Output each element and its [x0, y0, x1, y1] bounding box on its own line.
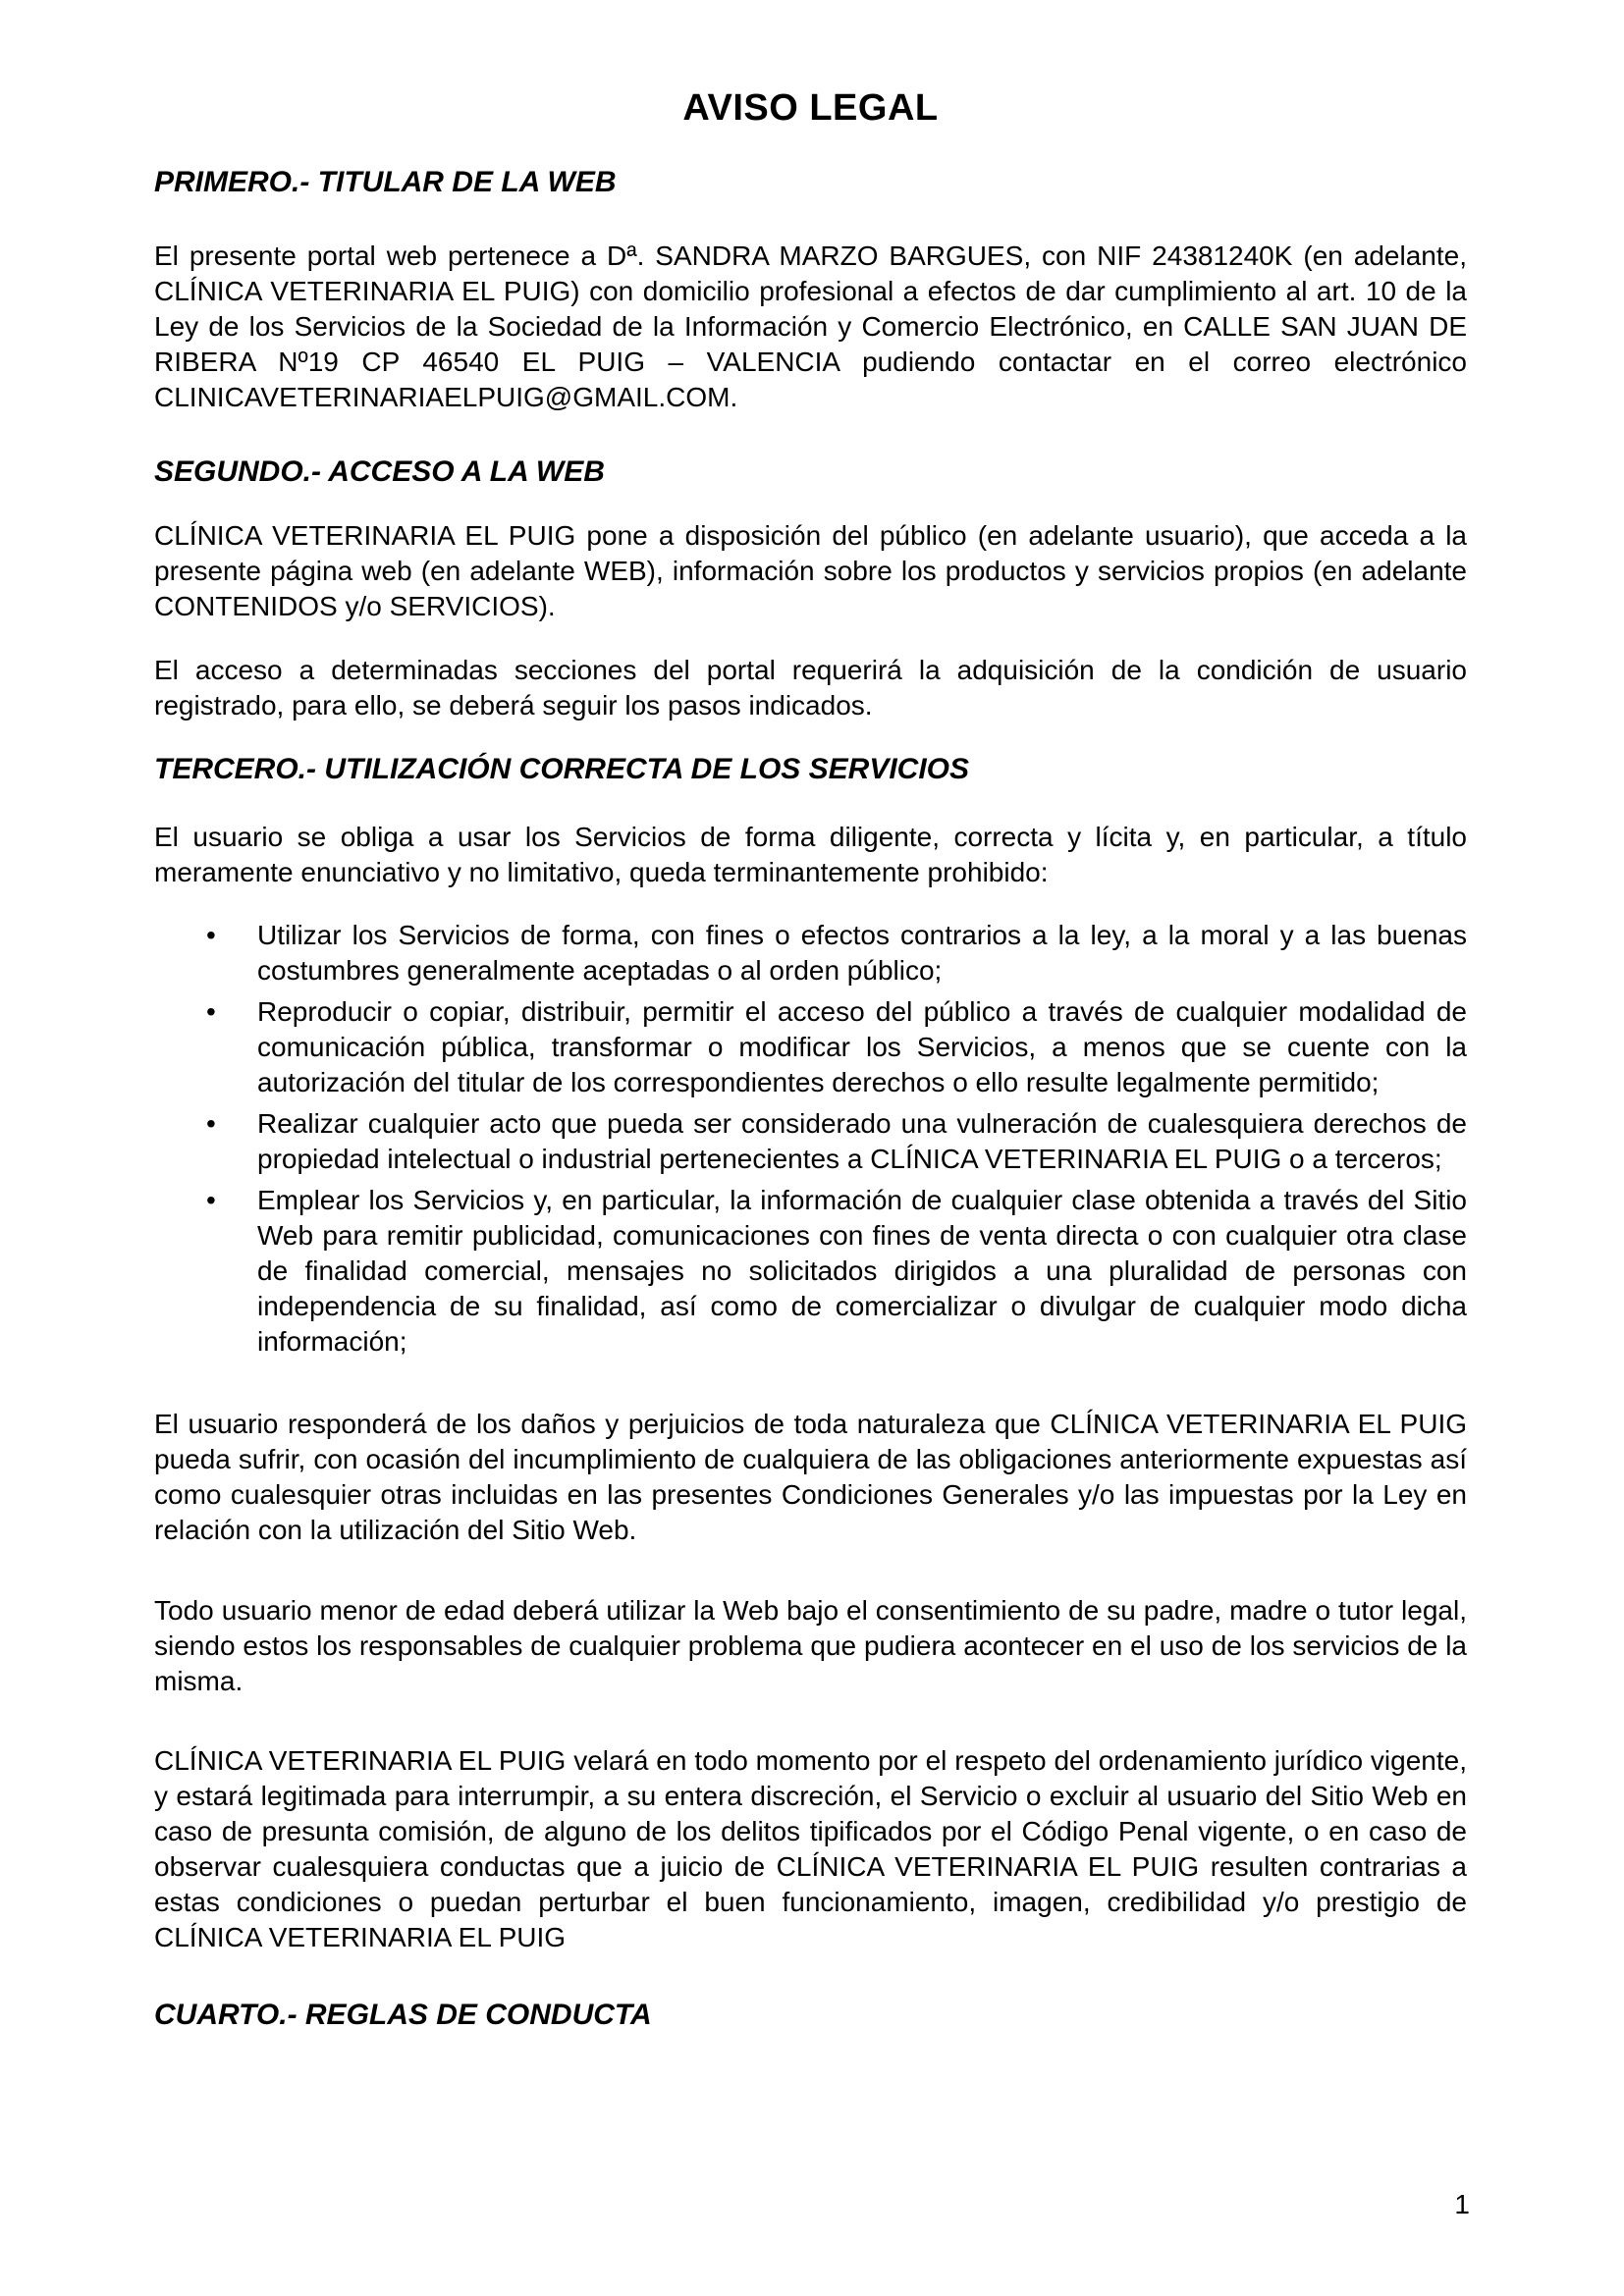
bullet-icon: • — [206, 920, 216, 950]
list-item — [206, 1106, 1467, 1177]
paragraph-acceso-1: CLÍNICA VETERINARIA EL PUIG pone a disposición del público (en adelante usuario), que acceda a la presente página web (en adelante WEB), información sobre los productos y servicios propios (en adelante CONTENIDOS y/o SERVICIOS). — [154, 520, 1467, 621]
paragraph-responsabilidad: El usuario responderá de los daños y perjuicios de toda naturaleza que CLÍNICA VETERINARIA EL PUIG pueda sufrir, con ocasión del incumplimiento de cualquiera de las obligaciones anteriormente expuestas así como cualesquier otras incluidas en las presentes Condiciones Generales y/o las impuestas por la Ley en relación con la utilización del Sitio Web. — [154, 1409, 1467, 1545]
bullet-text: Realizar cualquier acto que pueda ser considerado una vulneración de cualesquiera derechos de propiedad intelectual o industrial pertenecientes a CLÍNICA VETERINARIA EL PUIG o a terceros; — [257, 1108, 1467, 1174]
bullet-text: Emplear los Servicios y, en particular, la información de cualquier clase obtenida a través del Sitio Web para remitir publicidad, comunicaciones con fines de venta directa o con cualquier otra clase de finalidad comercial, mensajes no solicitados dirigidos a una pluralidad de personas con independencia de su finalidad, así como de comercializar o divulgar de cualquier modo dicha información; — [257, 1185, 1467, 1357]
bullet-icon: • — [206, 1108, 216, 1139]
paragraph-menores: Todo usuario menor de edad deberá utilizar la Web bajo el consentimiento de su padre, madre o tutor legal, siendo estos los responsables de cualquier problema que pudiera acontecer en el uso de los servicios de la misma. — [154, 1595, 1467, 1696]
section-heading-segundo: SEGUNDO.- ACCESO A LA WEB — [154, 455, 605, 488]
prohibitions-bullet-list — [154, 918, 1467, 1360]
bullet-icon: • — [206, 1185, 216, 1215]
section-heading-cuarto: CUARTO.- REGLAS DE CONDUCTA — [154, 1999, 652, 2031]
list-item — [206, 1183, 1467, 1360]
list-item — [206, 918, 1467, 988]
page-title: AVISO LEGAL — [682, 87, 939, 129]
list-item — [206, 994, 1467, 1100]
bullet-text: Utilizar los Servicios de forma, con fines o efectos contrarios a la ley, a la moral y a las buenas costumbres generalmente aceptadas o al orden público; — [257, 920, 1467, 986]
paragraph-utilizacion-intro: El usuario se obliga a usar los Servicios de forma diligente, correcta y lícita y, en particular, a título meramente enunciativo y no limitativo, queda terminantemente prohibido: — [154, 822, 1467, 887]
paragraph-acceso-2: El acceso a determinadas secciones del portal requerirá la adquisición de la condición de usuario registrado, para ello, se deberá seguir los pasos indicados. — [154, 655, 1467, 721]
section-heading-primero: PRIMERO.- TITULAR DE LA WEB — [154, 166, 617, 198]
section-heading-tercero: TERCERO.- UTILIZACIÓN CORRECTA DE LOS SERVICIOS — [154, 753, 970, 785]
bullet-text: Reproducir o copiar, distribuir, permitir el acceso del público a través de cualquier modalidad de comunicación pública, transformar o modificar los Servicios, a menos que se cuente con la autorización del titular de los correspondientes derechos o ello resulte legalmente permitido; — [257, 996, 1467, 1097]
paragraph-ordenamiento: CLÍNICA VETERINARIA EL PUIG velará en todo momento por el respeto del ordenamiento jurídico vigente, y estará legitimada para interrumpir, a su entera discreción, el Servicio o excluir al usuario del Sitio Web en caso de presunta comisión, de alguno de los delitos tipificados por el Código Penal vigente, o en caso de observar cualesquiera conductas que a juicio de CLÍNICA VETERINARIA EL PUIG resulten contrarias a estas condiciones o puedan perturbar el buen funcionamiento, imagen, credibilidad y/o prestigio de CLÍNICA VETERINARIA EL PUIG — [154, 1745, 1467, 1952]
paragraph-titular: El presente portal web pertenece a Dª. SANDRA MARZO BARGUES, con NIF 24381240K (en adelante, CLÍNICA VETERINARIA EL PUIG) con domicilio profesional a efectos de dar cumplimiento al art. 10 de la Ley de los Servicios de la Sociedad de la Información y Comercio Electrónico, en CALLE SAN JUAN DE RIBERA Nº19 CP 46540 EL PUIG – VALENCIA pudiendo contactar en el correo electrónico CLINICAVETERINARIAELPUIG@GMAIL.COM. — [154, 240, 1467, 412]
page-number: 1 — [1454, 2189, 1470, 2219]
bullet-icon: • — [206, 996, 216, 1027]
